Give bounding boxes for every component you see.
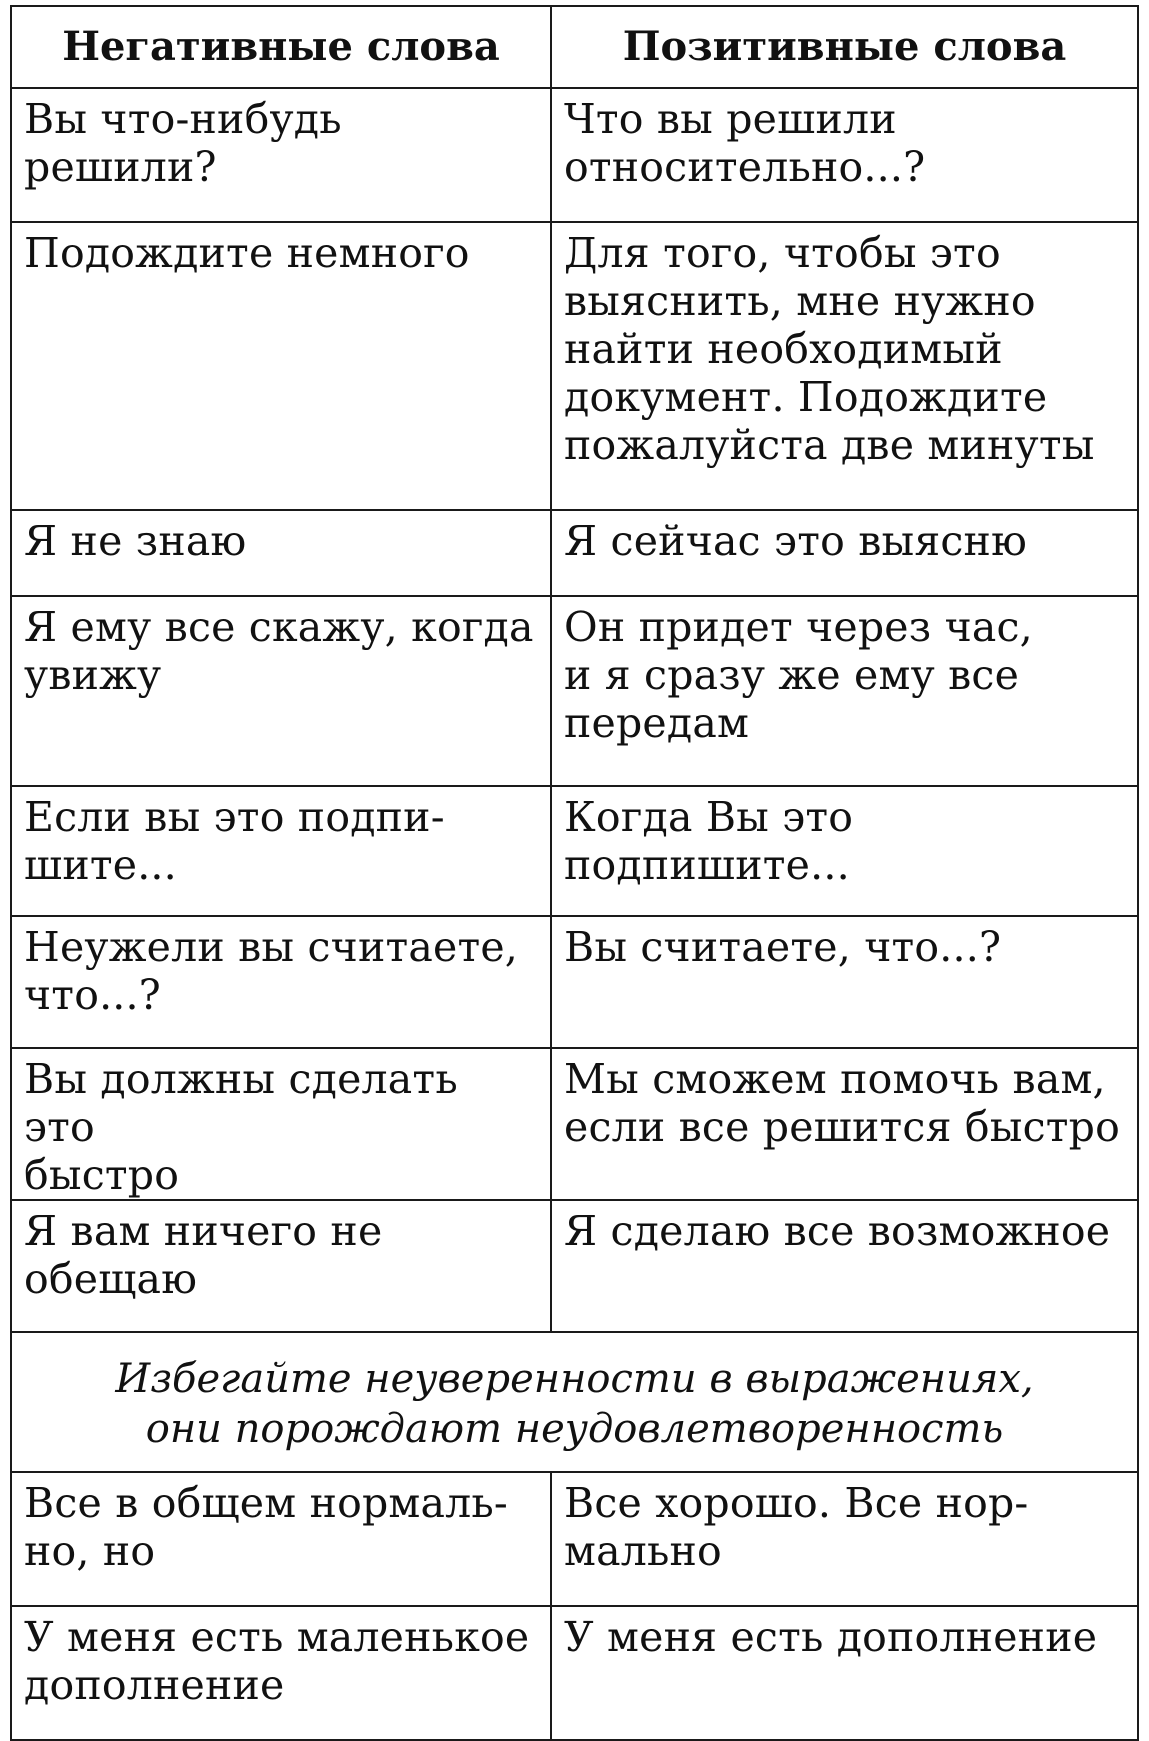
positive-phrase: Все хорошо. Все нор- мально [564, 1479, 1029, 1575]
negative-phrase: Если вы это подпи- шите... [24, 793, 445, 889]
positive-cell [551, 1048, 1138, 1200]
negative-cell [11, 510, 551, 596]
negative-phrase: Вы что-нибудь решили? [24, 95, 342, 191]
table-row [11, 88, 1138, 222]
positive-phrase: Что вы решили относительно...? [564, 95, 926, 191]
negative-phrase: Я не знаю [24, 517, 247, 565]
table-row [11, 1048, 1138, 1200]
positive-phrase: Когда Вы это подпишите... [564, 793, 854, 889]
positive-cell [551, 510, 1138, 596]
positive-phrase: Я сейчас это выясню [564, 517, 1027, 565]
positive-phrase: Я сделаю все возможное [564, 1207, 1111, 1255]
negative-cell [11, 1472, 551, 1606]
negative-cell [11, 1200, 551, 1332]
table-row [11, 1200, 1138, 1332]
note-text: Избегайте неуверенности в выражениях, они порождают неудовлетворенность [115, 1356, 1034, 1452]
positive-phrase: Вы считаете, что...? [564, 923, 1002, 971]
table-note-row [11, 1332, 1138, 1472]
positive-cell [551, 596, 1138, 786]
negative-cell [11, 1606, 551, 1740]
table-row [11, 1472, 1138, 1606]
positive-cell [551, 1200, 1138, 1332]
table-row [11, 510, 1138, 596]
table-row [11, 1606, 1138, 1740]
negative-phrase: Вы должны сделать это быстро [24, 1055, 458, 1199]
negative-phrase: Я вам ничего не обещаю [24, 1207, 383, 1303]
table-row [11, 596, 1138, 786]
negative-cell [11, 916, 551, 1048]
negative-phrase: Подождите немного [24, 229, 470, 277]
header-negative-words: Негативные слова [11, 6, 551, 88]
negative-phrase: Неужели вы считаете, что...? [24, 923, 519, 1019]
positive-phrase: Мы сможем помочь вам, если все решится быстро [564, 1055, 1120, 1151]
negative-phrase: Все в общем нормаль- но, но [24, 1479, 508, 1575]
positive-cell [551, 222, 1138, 510]
negative-cell [11, 88, 551, 222]
positive-cell [551, 786, 1138, 916]
negative-cell [11, 222, 551, 510]
positive-cell [551, 1606, 1138, 1740]
negative-cell [11, 596, 551, 786]
table-row [11, 916, 1138, 1048]
positive-cell [551, 916, 1138, 1048]
negative-phrase: Я ему все скажу, когда увижу [24, 603, 534, 699]
positive-phrase: У меня есть дополнение [564, 1613, 1098, 1661]
negative-phrase: У меня есть маленькое дополнение [24, 1613, 530, 1709]
negative-cell [11, 786, 551, 916]
phrase-comparison-table [10, 5, 1139, 1741]
table-row [11, 786, 1138, 916]
negative-cell [11, 1048, 551, 1200]
table-row [11, 222, 1138, 510]
positive-cell [551, 88, 1138, 222]
positive-phrase: Для того, чтобы это выяснить, мне нужно найти необходимый документ. Подождите пожалуйста две минуты [564, 229, 1095, 469]
header-positive-words: Позитивные слова [551, 6, 1138, 88]
note-cell [11, 1332, 1138, 1472]
table-header-row [11, 6, 1138, 88]
positive-cell [551, 1472, 1138, 1606]
positive-phrase: Он придет через час, и я сразу же ему все передам [564, 603, 1033, 747]
